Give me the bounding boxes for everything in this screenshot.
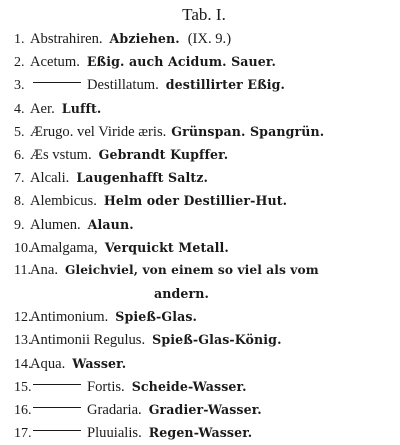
entry-number: 15. (14, 379, 32, 395)
entry-number: 2. (14, 55, 25, 71)
list-item-continuation (14, 282, 394, 305)
list-item (14, 120, 394, 143)
german-term: Spieß-Glas. (115, 309, 198, 325)
ditto-dash (33, 430, 81, 431)
list-item (14, 143, 394, 166)
list-item (14, 213, 394, 236)
german-term: Helm oder Destillier-Hut. (103, 193, 288, 209)
latin-term: Antimonii Regulus. (30, 332, 146, 349)
latin-term: Destillatum. (87, 77, 159, 94)
german-term: Gradier-Wasser. (148, 402, 262, 417)
latin-term: Alumen. (30, 216, 81, 233)
latin-term: Amalgama, (30, 239, 98, 256)
entry-number: 7. (14, 171, 25, 187)
list-item (14, 189, 394, 212)
latin-term: Abstrahiren. (30, 31, 103, 47)
list-item (14, 236, 394, 259)
cross-reference: (IX. 9.) (187, 31, 232, 47)
latin-term: Alcali. (30, 170, 70, 187)
german-term: Grünspan. Spangrün. (171, 123, 325, 139)
german-term: Spieß-Glas-König. (152, 332, 282, 348)
latin-term: Ana. (30, 261, 58, 278)
ditto-dash (33, 82, 81, 83)
german-term: Eßig. auch Acidum. Sauer. (86, 54, 276, 70)
german-term: Gebrandt Kupffer. (98, 146, 229, 162)
entry-number: 10. (14, 240, 32, 256)
german-term: Alaun. (87, 216, 134, 232)
entry-number: 14. (14, 356, 32, 372)
german-term: Wasser. (72, 355, 127, 371)
german-term: Lufft. (61, 100, 102, 116)
entry-number: 5. (14, 124, 25, 140)
german-term: Regen-Wasser. (148, 425, 253, 441)
list-item (14, 97, 394, 120)
list-item (14, 305, 394, 328)
list-item (14, 398, 394, 421)
latin-term: Gradaria. (87, 402, 142, 418)
entry-number: 17. (14, 426, 32, 442)
entry-number: 6. (14, 147, 25, 163)
entry-number: 13. (14, 333, 32, 349)
latin-term: Fortis. (87, 378, 125, 395)
german-term: Laugenhafft Saltz. (76, 170, 209, 186)
latin-term: Æs vstum. (30, 146, 92, 163)
latin-term: Acetum. (30, 54, 80, 71)
latin-term: Antimonium. (30, 309, 109, 326)
page-title: Tab. I. (182, 5, 226, 24)
list-item (14, 50, 394, 73)
entry-number: 1. (14, 32, 25, 47)
german-term: Scheide-Wasser. (131, 378, 247, 394)
list-item (14, 421, 394, 444)
latin-term: Aqua. (30, 355, 66, 372)
german-term-continuation: andern. (154, 286, 210, 302)
list-item (14, 166, 394, 189)
entry-number: 3. (14, 78, 25, 94)
german-term: Abziehen. (109, 31, 180, 46)
german-term: Gleichviel, von einem so viel als vom (64, 262, 319, 277)
latin-term: Alembicus. (30, 193, 97, 210)
entry-number: 11. (14, 262, 31, 278)
entry-number: 12. (14, 310, 32, 326)
list-item (14, 259, 394, 282)
entry-number: 16. (14, 403, 32, 418)
entry-number: 8. (14, 194, 25, 210)
list-item (14, 375, 394, 398)
german-term: destillirter Eßig. (165, 77, 286, 93)
list-item (14, 27, 394, 50)
list-item (14, 352, 394, 375)
ditto-dash (33, 407, 81, 408)
ditto-dash (33, 384, 81, 385)
german-term: Verquickt Metall. (104, 239, 229, 255)
list-item (14, 328, 394, 351)
latin-term: Pluuialis. (87, 425, 142, 442)
entry-number: 4. (14, 101, 25, 117)
latin-term: Aer. (30, 100, 55, 117)
entry-number: 9. (14, 217, 25, 233)
list-item (14, 73, 394, 96)
latin-term: Ærugo. vel Viride æris. (30, 123, 167, 140)
